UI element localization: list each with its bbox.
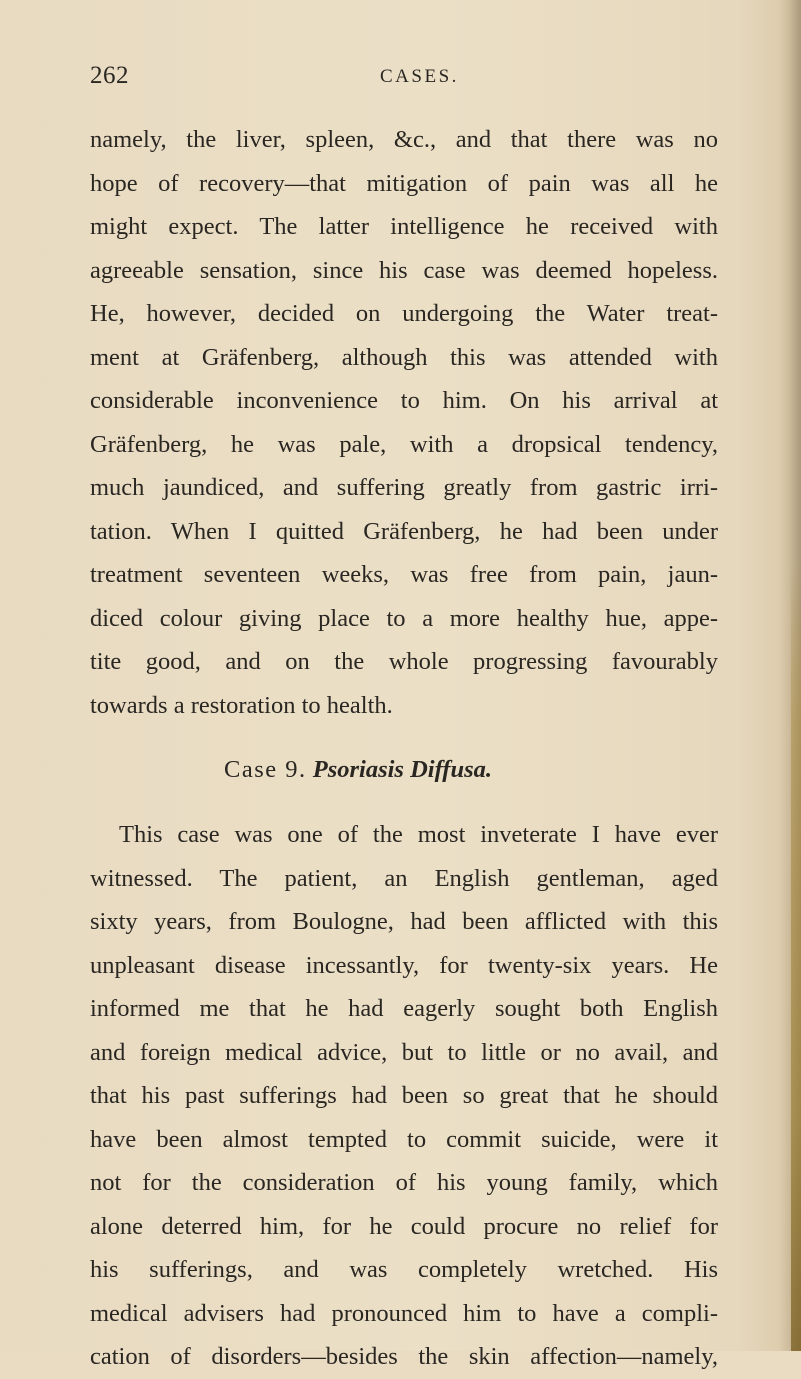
text-line: agreeable sensation, since his case was deemed hopeless. [90, 256, 718, 284]
text-line: cation of disorders—besides the skin affection—namely, [90, 1343, 718, 1370]
paragraph-2 [90, 813, 718, 1379]
text-line: Gräfenberg, he was pale, with a dropsical tendency, [90, 430, 718, 458]
text-line: much jaundiced, and suffering greatly from gastric irri- [90, 474, 718, 501]
text-line: ment at Gräfenberg, although this was attended with [90, 343, 718, 371]
text-line: He, however, decided on undergoing the Water treat- [90, 300, 718, 327]
text-line: might expect. The latter intelligence he received with [90, 213, 718, 240]
text-line: not for the consideration of his young family, which [90, 1169, 718, 1196]
text-line: namely, the liver, spleen, &c., and that there was no [90, 126, 718, 153]
paragraph-1 [90, 118, 718, 727]
running-head [90, 62, 710, 98]
text-line: that his past sufferings had been so great that he should [90, 1082, 718, 1109]
text-line: This case was one of the most inveterate I have ever [119, 821, 718, 848]
text-line: medical advisers had pronounced him to have a compli- [90, 1299, 718, 1327]
text-line: tation. When I quitted Gräfenberg, he had been under [90, 517, 718, 545]
text-line: diced colour giving place to a more healthy hue, appe- [90, 604, 718, 632]
case-title: Psoriasis Diffusa. [312, 756, 493, 783]
text-line: tite good, and on the whole progressing favourably [90, 648, 718, 675]
body-text [90, 118, 718, 1379]
text-line: treatment seventeen weeks, was free from pain, jaun- [90, 561, 718, 588]
text-line: hope of recovery—that mitigation of pain was all he [90, 169, 718, 197]
page-number: 262 [90, 62, 129, 89]
text-line: sixty years, from Boulogne, had been afflicted with this [90, 908, 718, 935]
text-line: and foreign medical advice, but to little or no avail, and [90, 1038, 718, 1066]
text-line: have been almost tempted to commit suicide, were it [90, 1125, 718, 1153]
case-heading [90, 727, 718, 813]
text-line: alone deterred him, for he could procure no relief for [90, 1212, 718, 1240]
text-line: witnessed. The patient, an English gentleman, aged [90, 864, 718, 892]
case-label: Case 9. [224, 756, 307, 783]
running-title: CASES. [380, 66, 459, 87]
text-line: considerable inconvenience to him. On his arrival at [90, 387, 718, 414]
text-line: towards a restoration to health. [90, 691, 393, 719]
page-edge-strip [791, 560, 801, 1351]
text-line: unpleasant disease incessantly, for twenty-six years. He [90, 951, 718, 979]
text-line: informed me that he had eagerly sought both English [90, 995, 718, 1022]
text-line: his sufferings, and was completely wretched. His [90, 1256, 718, 1283]
